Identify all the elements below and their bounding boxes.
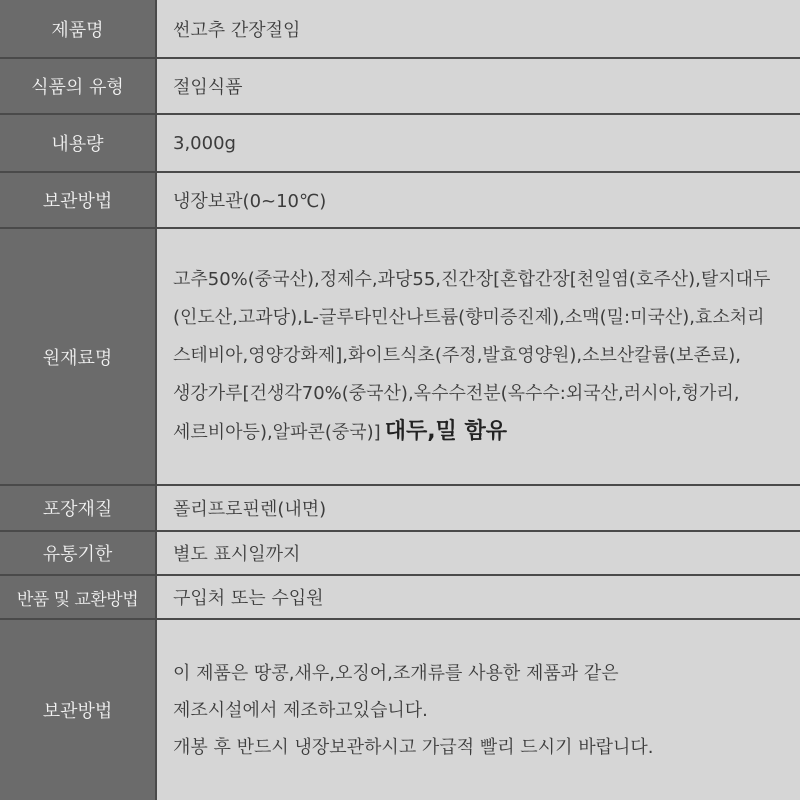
packaging-label: 포장재질: [0, 486, 157, 530]
food-type-label: 식품의 유형: [0, 59, 157, 113]
allergen-notice: 대두,밀 함유: [384, 419, 507, 444]
row-expiry: [0, 532, 800, 576]
row-product-name: [0, 0, 800, 59]
storage-label: 보관방법: [0, 173, 157, 227]
return-policy-label: 반품 및 교환방법: [0, 576, 157, 618]
ingredients-line: (인도산,고과당),L-글루타민산나트륨(향미증진제),소맥(밀:미국산),효소처리: [173, 307, 765, 328]
row-net-content: [0, 115, 800, 173]
product-name-value: 썬고추 간장절임: [157, 0, 800, 57]
ingredients-value: [157, 229, 800, 484]
expiry-label: 유통기한: [0, 532, 157, 574]
ingredients-line-text: 세르비아등),알파콘(중국)]: [173, 422, 381, 443]
net-content-value: 3,000g: [157, 115, 800, 171]
row-food-type: [0, 59, 800, 115]
notice-lines: [173, 655, 653, 766]
ingredients-line: 스테비아,영양강화제],화이트식초(주정,발효영양원),소브산칼륨(보존료),: [173, 345, 741, 366]
net-content-label: 내용량: [0, 115, 157, 171]
ingredients-line-last: [173, 413, 770, 452]
row-packaging: [0, 486, 800, 532]
ingredients-line: 고추50%(중국산),정제수,과당55,진간장[혼합간장[천일염(호주산),탈지대두: [173, 269, 771, 290]
notice-line: 이 제품은 땅콩,새우,오징어,조개류를 사용한 제품과 같은: [173, 662, 619, 684]
storage-value: 냉장보관(0~10℃): [157, 173, 800, 227]
row-storage: [0, 173, 800, 229]
row-notice: [0, 620, 800, 800]
row-return-policy: [0, 576, 800, 620]
notice-label: 보관방법: [0, 620, 157, 800]
ingredients-lines: [173, 261, 770, 452]
ingredients-label: 원재료명: [0, 229, 157, 484]
expiry-value: 별도 표시일까지: [157, 532, 800, 574]
notice-line: 개봉 후 반드시 냉장보관하시고 가급적 빨리 드시기 바랍니다.: [173, 736, 654, 758]
product-name-label: 제품명: [0, 0, 157, 57]
return-policy-value: 구입처 또는 수입원: [157, 576, 800, 618]
food-type-value: 절임식품: [157, 59, 800, 113]
notice-line: 제조시설에서 제조하고있습니다.: [173, 699, 428, 721]
packaging-value: 폴리프로핀렌(내면): [157, 486, 800, 530]
ingredients-line: 생강가루[건생각70%(중국산),옥수수전분(옥수수:외국산,러시아,헝가리,: [173, 383, 740, 404]
row-ingredients: [0, 229, 800, 486]
notice-value: [157, 620, 800, 800]
